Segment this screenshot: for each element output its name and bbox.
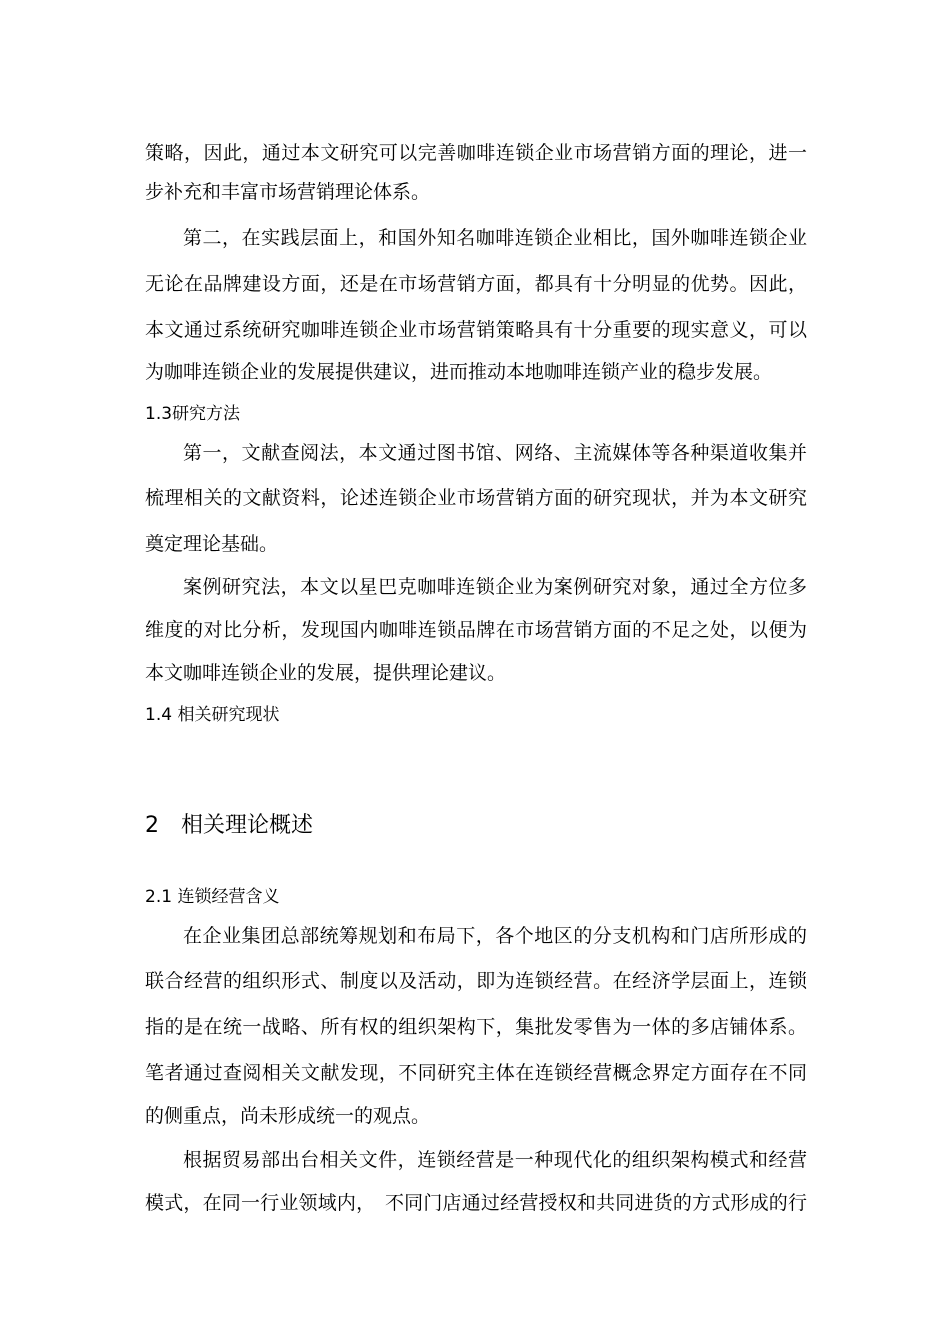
paragraph-line: 本文咖啡连锁企业的发展，提供理论建议。 <box>145 662 507 684</box>
paragraph-line: 根据贸易部出台相关文件，连锁经营是一种现代化的组织架构模式和经营 <box>183 1149 807 1171</box>
paragraph-line: 本文通过系统研究咖啡连锁企业市场营销策略具有十分重要的现实意义，可以 <box>145 319 807 341</box>
paragraph-line: 步补充和丰富市场营销理论体系。 <box>145 181 431 203</box>
chapter-heading-2: 2 相关理论概述 <box>145 813 313 838</box>
paragraph-line: 无论在品牌建设方面，还是在市场营销方面，都具有十分明显的优势。因此， <box>145 273 807 295</box>
paragraph-line: 的侧重点，尚未形成统一的观点。 <box>145 1105 431 1127</box>
paragraph-line: 指的是在统一战略、所有权的组织架构下，集批发零售为一体的多店铺体系。 <box>145 1016 807 1038</box>
section-heading-1-4: 1.4 相关研究现状 <box>145 705 280 725</box>
section-heading-1-3: 1.3研究方法 <box>145 404 241 424</box>
paragraph-line: 第一，文献查阅法，本文通过图书馆、网络、主流媒体等各种渠道收集并 <box>183 442 807 464</box>
paragraph-line: 笔者通过查阅相关文献发现，不同研究主体在连锁经营概念界定方面存在不同 <box>145 1062 807 1084</box>
paragraph-line: 联合经营的组织形式、制度以及活动，即为连锁经营。在经济学层面上，连锁 <box>145 970 807 992</box>
paragraph-line: 模式，在同一行业领域内， 不同门店通过经营授权和共同进货的方式形成的行 <box>145 1192 807 1214</box>
paragraph-line: 维度的对比分析，发现国内咖啡连锁品牌在市场营销方面的不足之处，以便为 <box>145 619 807 641</box>
paragraph-line: 在企业集团总部统筹规划和布局下，各个地区的分支机构和门店所形成的 <box>183 925 807 947</box>
section-heading-2-1: 2.1 连锁经营含义 <box>145 887 280 907</box>
paragraph-line: 第二，在实践层面上，和国外知名咖啡连锁企业相比，国外咖啡连锁企业 <box>183 227 807 249</box>
paragraph-line: 策略，因此，通过本文研究可以完善咖啡连锁企业市场营销方面的理论，进一 <box>145 142 807 164</box>
paragraph-line: 案例研究法，本文以星巴克咖啡连锁企业为案例研究对象，通过全方位多 <box>183 576 807 598</box>
paragraph-line: 为咖啡连锁企业的发展提供建议，进而推动本地咖啡连锁产业的稳步发展。 <box>145 361 773 383</box>
paragraph-line: 奠定理论基础。 <box>145 533 279 555</box>
paragraph-line: 梳理相关的文献资料，论述连锁企业市场营销方面的研究现状，并为本文研究 <box>145 487 807 509</box>
